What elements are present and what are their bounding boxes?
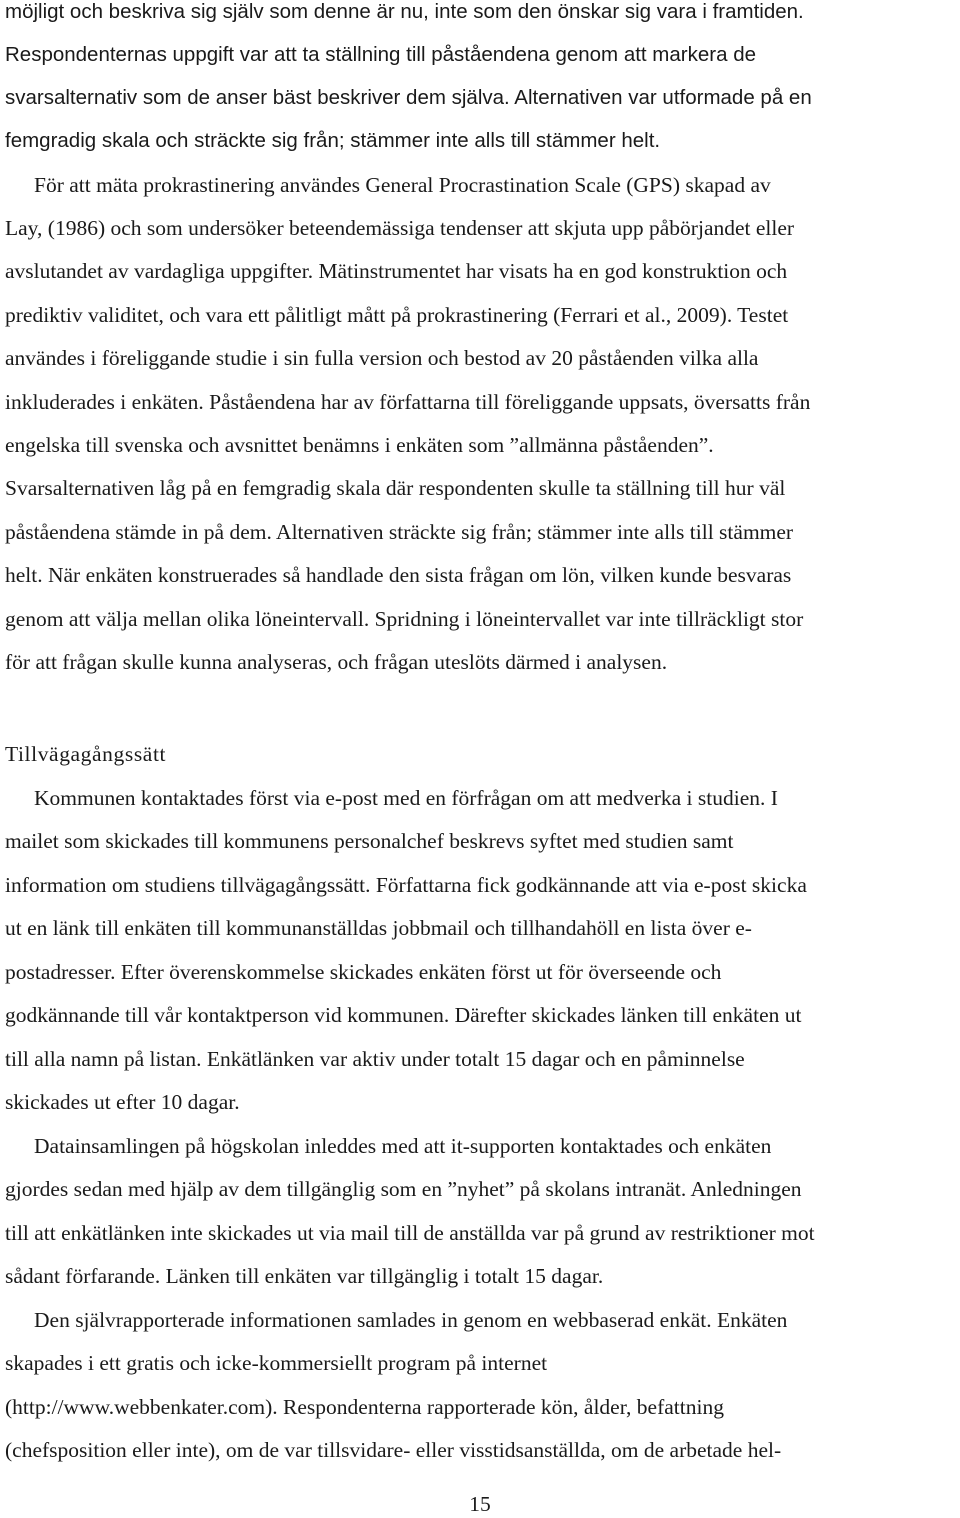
text-line: mailet som skickades till kommunens personalchef beskrevs syftet med studien samt [5,829,734,853]
text-line: påståendena stämde in på dem. Alternativen sträckte sig från; stämmer inte alls till stämmer [5,520,794,544]
text-line: möjligt och beskriva sig själv som denne är nu, inte som den önskar sig vara i framtiden. [5,0,804,23]
text-line: avslutandet av vardagliga uppgifter. Mätinstrumentet har visats ha en god konstruktion och [5,259,788,283]
page-number: 15 [469,1492,491,1516]
text-line: prediktiv validitet, och vara ett pålitligt mått på prokrastinering (Ferrari et al., 2009). Testet [5,303,789,327]
section-heading: Tillvägagångssätt [5,742,167,766]
text-line: till att enkätlänken inte skickades ut via mail till de anställda var på grund av restriktioner mot [5,1221,815,1245]
text-line: ut en länk till enkäten till kommunanställdas jobbmail och tillhandahöll en lista över e- [5,916,752,940]
text-line: För att mäta prokrastinering användes General Procrastination Scale (GPS) skapad av [34,173,771,197]
text-line: inkluderades i enkäten. Påståendena har av författarna till föreliggande uppsats, översatts från [5,390,811,414]
text-line: helt. När enkäten konstruerades så handlade den sista frågan om lön, vilken kunde besvaras [5,563,792,587]
text-line: Svarsalternativen låg på en femgradig skala där respondenten skulle ta ställning till hur väl [5,476,786,500]
text-line: engelska till svenska och avsnittet benämns i enkäten som ”allmänna påståenden”. [5,433,714,457]
text-line: postadresser. Efter överenskommelse skickades enkäten först ut för överseende och [5,960,722,984]
text-line: genom att välja mellan olika löneintervall. Spridning i löneintervallet var inte tillräckligt stor [5,607,804,631]
text-line: information om studiens tillvägagångssätt. Författarna fick godkännande att via e-post skicka [5,873,807,897]
text-line: godkännande till vår kontaktperson vid kommunen. Därefter skickades länken till enkäten ut [5,1003,802,1027]
text-line: Respondenternas uppgift var att ta ställning till påståendena genom att markera de [5,43,756,66]
text-line: Lay, (1986) och som undersöker beteendemässiga tendenser att skjuta upp påbörjandet eller [5,216,795,240]
text-line: skapades i ett gratis och icke-kommersiellt program på internet [5,1351,548,1375]
text-line: skickades ut efter 10 dagar. [5,1090,240,1114]
text-line: (http://www.webbenkater.com). Respondenterna rapporterade kön, ålder, befattning [5,1395,724,1419]
text-line: femgradig skala och sträckte sig från; stämmer inte alls till stämmer helt. [5,129,661,152]
text-line: sådant förfarande. Länken till enkäten var tillgänglig i totalt 15 dagar. [5,1264,604,1288]
text-line: gjordes sedan med hjälp av dem tillgänglig som en ”nyhet” på skolans intranät. Anledningen [5,1177,802,1201]
text-line: (chefsposition eller inte), om de var tillsvidare- eller visstidsanställda, om de arbetade hel- [5,1438,782,1462]
text-line: Kommunen kontaktades först via e-post med en förfrågan om att medverka i studien. I [34,786,778,810]
text-line: användes i föreliggande studie i sin fulla version och bestod av 20 påståenden vilka alla [5,346,759,370]
text-line: för att frågan skulle kunna analyseras, och frågan uteslöts därmed i analysen. [5,650,668,674]
text-line: Datainsamlingen på högskolan inleddes med att it-supporten kontaktades och enkäten [34,1134,772,1158]
text-line: Den självrapporterade informationen samlades in genom en webbaserad enkät. Enkäten [34,1308,788,1332]
text-line: svarsalternativ som de anser bäst beskriver dem själva. Alternativen var utformade på en [5,86,812,109]
text-line: till alla namn på listan. Enkätlänken var aktiv under totalt 15 dagar och en påminnelse [5,1047,745,1071]
